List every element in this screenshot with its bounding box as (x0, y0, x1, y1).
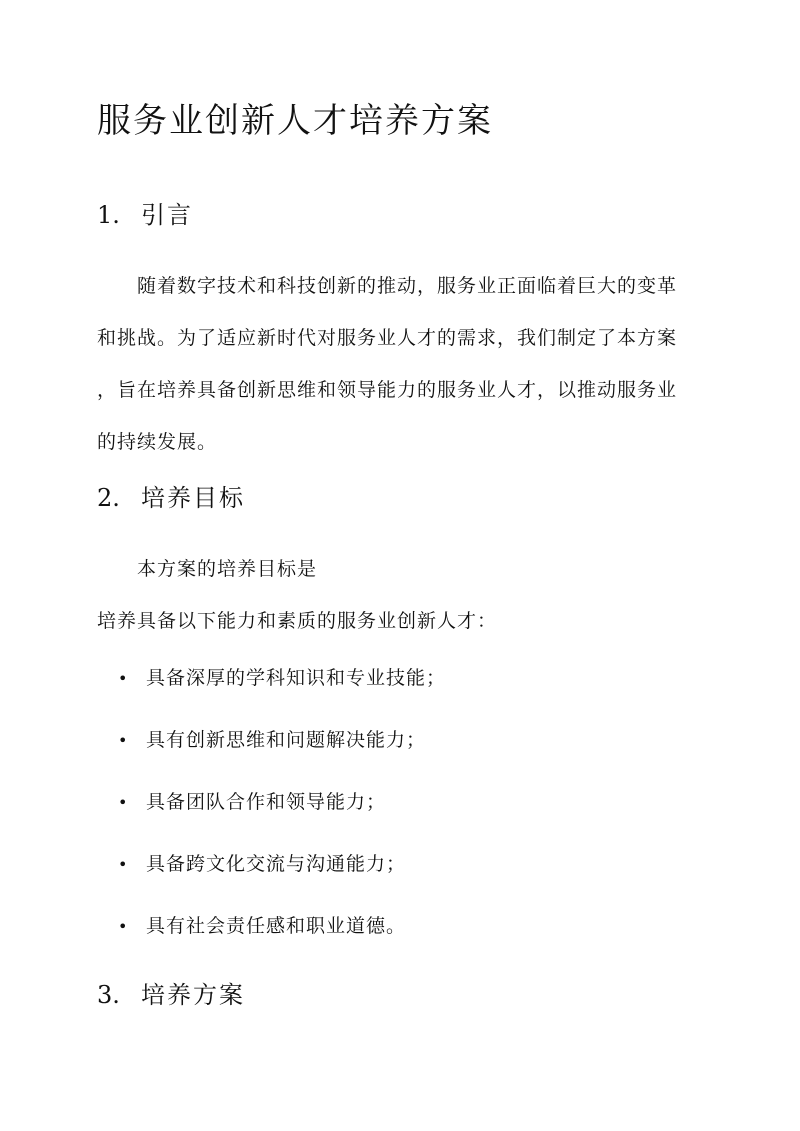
section-number: 2. (97, 484, 120, 512)
list-item (118, 784, 446, 846)
bullet-icon: • (118, 669, 129, 688)
list-item-text: 具备深厚的学科知识和专业技能； (146, 667, 447, 689)
section-title: 培养目标 (141, 484, 245, 512)
list-item (118, 908, 446, 970)
section-number: 1. (97, 201, 120, 229)
section-heading-goals (97, 478, 245, 513)
paragraph-line: 的持续发展。 (97, 431, 218, 453)
list-item-text: 具有创新思维和问题解决能力； (146, 729, 427, 751)
goals-intro-paragraph (97, 551, 703, 639)
goals-bullet-list (118, 660, 446, 970)
paragraph-line: 本方案的培养目标是 (137, 558, 318, 580)
list-item (118, 660, 446, 722)
list-item-text: 具备跨文化交流与沟通能力； (146, 853, 407, 875)
section-heading-plan (97, 975, 245, 1010)
document-title: 服务业创新人才培养方案 (97, 101, 493, 141)
list-item-text: 具备团队合作和领导能力； (146, 791, 387, 813)
list-item (118, 722, 446, 784)
bullet-icon: • (118, 855, 129, 874)
paragraph-line: 和挑战。为了适应新时代对服务业人才的需求，我们制定了本方案 (97, 327, 678, 349)
paragraph-line: 培养具备以下能力和素质的服务业创新人才： (97, 610, 498, 632)
paragraph-line: ，旨在培养具备创新思维和领导能力的服务业人才，以推动服务业 (97, 379, 678, 401)
bullet-icon: • (118, 731, 129, 750)
paragraph-line: 随着数字技术和科技创新的推动，服务业正面临着巨大的变革 (137, 275, 678, 297)
list-item (118, 846, 446, 908)
section-number: 3. (97, 981, 120, 1009)
section-heading-introduction (97, 195, 193, 230)
bullet-icon: • (118, 793, 129, 812)
section-title: 引言 (141, 201, 193, 229)
introduction-paragraph (97, 268, 703, 476)
list-item-text: 具有社会责任感和职业道德。 (146, 915, 407, 937)
section-title: 培养方案 (141, 981, 245, 1009)
bullet-icon: • (118, 917, 129, 936)
